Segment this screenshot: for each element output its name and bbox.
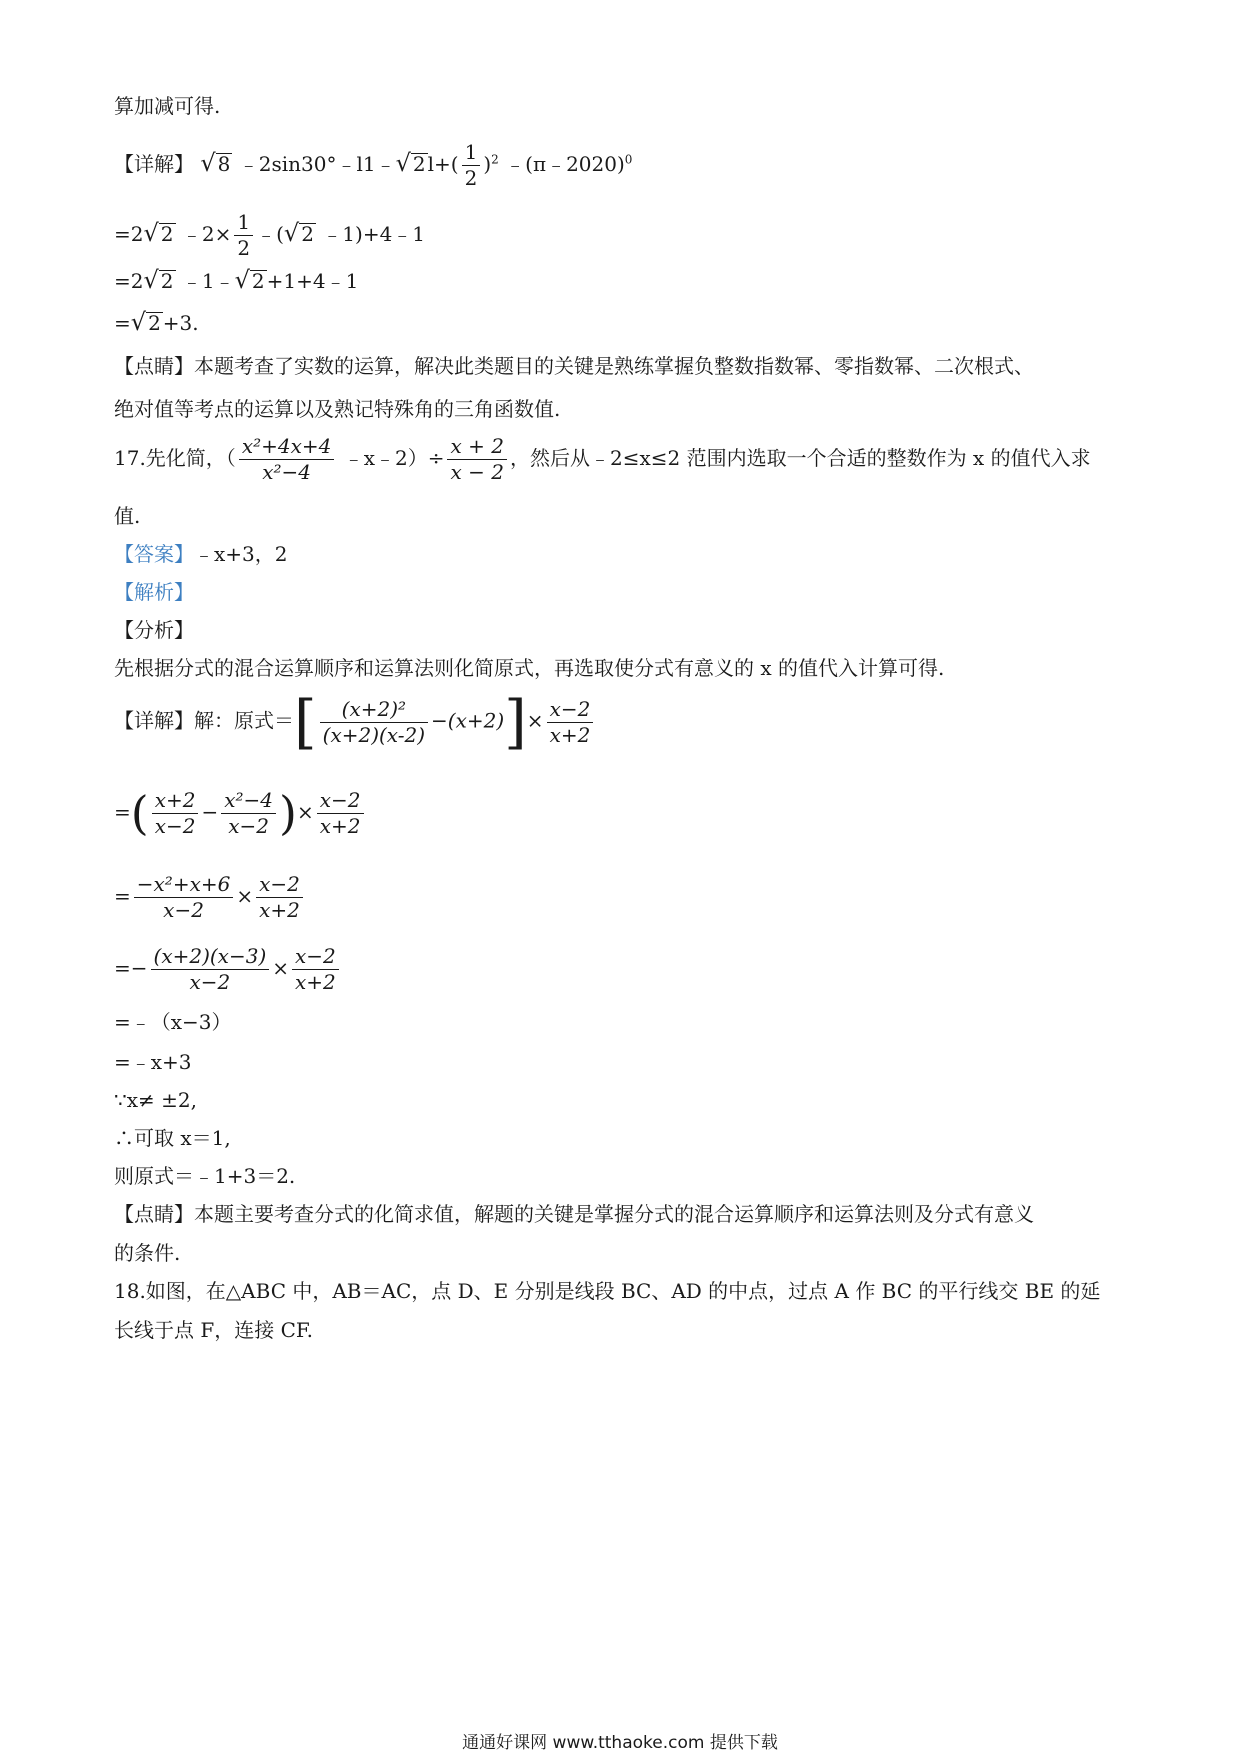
denominator: x−2 [152,813,199,839]
comment-line: 绝对值等考点的运算以及熟记特殊角的三角函数值. [114,397,561,421]
analysis-label: 【解析】 [114,580,194,604]
expr-part: ﹣1)+4﹣1 [322,222,426,246]
sqrt-sign: √ [234,266,250,294]
radicand: 2 [160,269,174,293]
comment-line: 【点睛】本题考查了实数的运算，解决此类题目的关键是熟练掌握负整数指数幂、零指数幂、二次根式、 [114,354,1034,378]
numerator: (x+2)² [341,696,407,721]
expr-part: ) [483,152,492,176]
numerator: x²+4x+4 [241,434,332,458]
fraction [256,872,303,923]
exponent: 0 [624,152,633,167]
step-line: 则原式＝﹣1+3＝2. [114,1164,296,1188]
fraction [152,788,199,839]
exponent: 2 [491,152,499,167]
sqrt-sign: √ [283,219,300,247]
fenxi-text: 先根据分式的混合运算顺序和运算法则化简原式，再选取使分式有意义的 x 的值代入计算可得. [114,656,945,680]
detail-step-2 [114,785,367,840]
expr-part: −(x+2) [431,708,505,733]
question-line: 长线于点 F，连接 CF. [114,1318,314,1342]
numerator: x−2 [295,944,336,968]
denominator: x+2 [547,722,594,748]
expr-part: ﹣2sin30°﹣l1﹣ [238,152,396,176]
step-line: =﹣x+3 [114,1050,192,1074]
answer-line [114,544,288,564]
fraction [234,210,253,261]
expr-part: +1+4﹣1 [266,269,359,293]
numerator: −x²+x+6 [136,872,231,896]
numerator: 1 [464,140,478,164]
denominator: x+2 [317,813,364,839]
fraction [292,944,339,995]
expr-part: ﹣2× [181,222,232,246]
denominator: x−2 [151,969,270,995]
answer-label: 【答案】 [114,542,194,566]
radicand: 2 [412,152,426,176]
denominator: 2 [462,165,481,191]
radicand: 2 [148,311,161,335]
denominator: x−2 [221,813,276,839]
radicand: 2 [160,222,174,246]
numerator: x + 2 [450,434,504,458]
detail-label: 【详解】 [114,152,194,176]
denominator: x−2 [134,897,234,923]
denominator: (x+2)(x-2) [320,722,428,748]
fraction [462,140,481,191]
times-sign: × [296,800,314,824]
step-line [114,210,425,261]
step-line [114,310,199,334]
question-17 [114,434,1091,485]
numerator: x²−4 [224,788,274,812]
times-sign: × [236,884,254,908]
numerator: x−2 [549,696,591,721]
expr-part: ﹣(π﹣2020) [505,152,625,176]
radicand: 2 [301,222,314,246]
left-bracket: [ [294,688,317,756]
right-bracket: ] [504,688,527,756]
right-paren: ) [279,785,297,840]
fenxi-label: 【分析】 [114,618,194,642]
step-line: ∴可取 x＝1, [114,1126,231,1150]
question-line: 值. [114,504,141,528]
numerator: x−2 [259,872,300,896]
step-line: ∵x≠ ±2, [114,1088,197,1112]
numerator: (x+2)(x−3) [153,944,267,968]
denominator: 2 [234,235,253,261]
eq-sign: =− [114,956,148,980]
eq-sign: =2 [114,222,144,246]
expr-part: ﹣x﹣2）÷ [343,446,445,470]
sqrt-sign: √ [143,219,159,247]
question-suffix: ，然后从﹣2≤x≤2 范围内选取一个合适的整数作为 x 的值代入求 [509,446,1091,470]
question-18: 18.如图，在△ABC 中，AB＝AC，点 D、E 分别是线段 BC、AD 的中点，过点 A 作 BC 的平行线交 BE 的延 [114,1279,1101,1303]
sqrt-sign: √ [143,266,159,294]
expr-part: l+( [427,152,459,176]
step-line [114,268,358,292]
numerator: 1 [237,210,251,234]
fraction [320,697,428,748]
fraction [547,697,594,748]
times-sign: × [526,708,544,733]
answer-value: ﹣x+3，2 [194,542,288,566]
denominator: x+2 [256,897,303,923]
detail-expression [114,140,632,191]
radicand: 8 [217,152,231,176]
question-prefix: 17.先化简，（ [114,446,236,470]
minus-sign: − [201,800,219,824]
eq-sign: = [114,800,131,824]
detail-step-3 [114,872,306,923]
fraction [447,434,506,485]
times-sign: × [272,956,290,980]
sqrt-sign: √ [130,308,147,336]
footer-text: 通通好课网 www.tthaoke.com 提供下载 [462,1733,778,1753]
denominator: x+2 [292,969,339,995]
expr-part: ﹣1﹣ [181,269,235,293]
text-line: 算加减可得. [114,94,221,118]
comment-line: 的条件. [114,1241,181,1265]
detail-step-1 [114,688,596,756]
step-line: =﹣（x−3） [114,1010,232,1034]
eq-sign: =2 [114,269,144,293]
fraction [317,788,364,839]
fraction [239,434,335,485]
detail-label: 【详解】解：原式＝ [114,708,294,733]
eq-sign: = [114,884,131,908]
numerator: x+2 [154,788,196,812]
denominator: x²−4 [239,459,335,485]
comment-line: 【点睛】本题主要考查分式的化简求值，解题的关键是掌握分式的混合运算顺序和运算法则及分式有意义 [114,1202,1034,1226]
denominator: x − 2 [447,459,506,485]
fraction [221,788,276,839]
fraction [134,872,234,923]
expr-part: ﹣( [256,222,284,246]
detail-step-4 [114,944,342,995]
fraction [151,944,270,995]
eq-sign: = [114,311,131,335]
numerator: x−2 [319,788,361,812]
sqrt-sign: √ [395,149,411,177]
sqrt-sign: √ [200,149,216,177]
expr-part: +3. [162,311,199,335]
radicand: 2 [251,269,265,293]
left-paren: ( [130,785,149,840]
